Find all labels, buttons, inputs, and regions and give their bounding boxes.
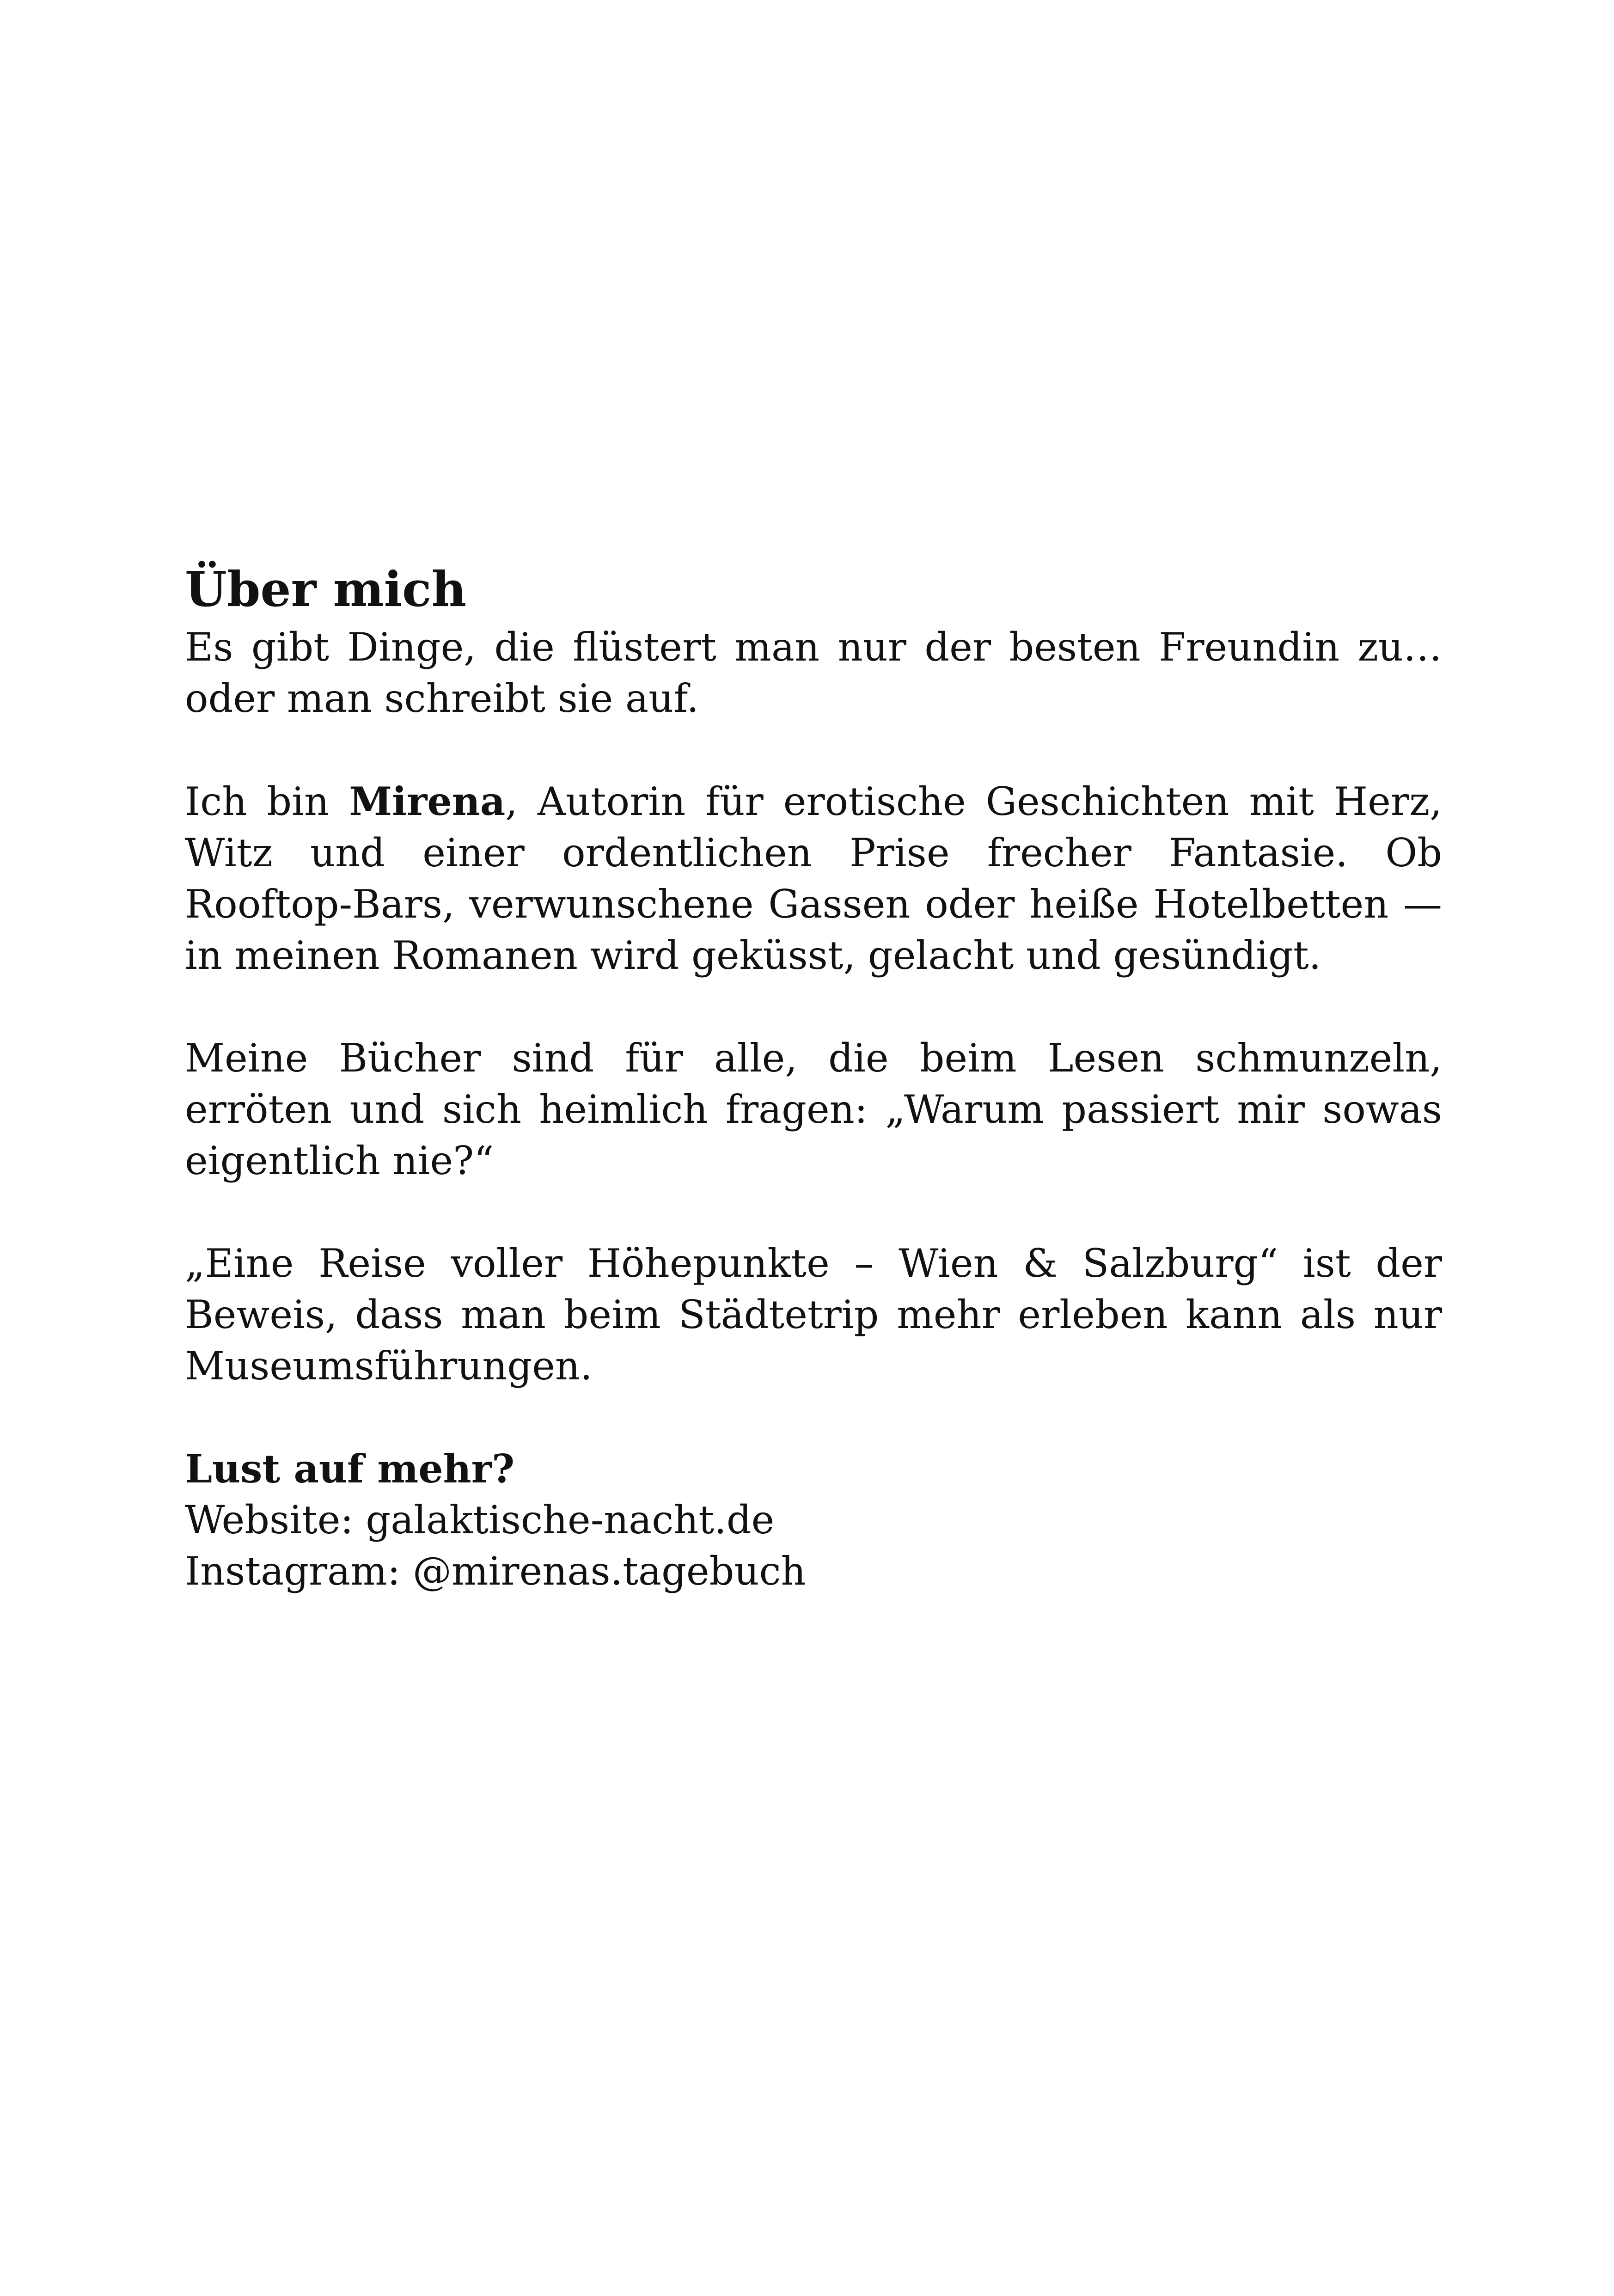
book-paragraph: „Eine Reise voller Höhepunkte – Wien & Salzburg“ ist der Beweis, dass man beim Städtetrip mehr erleben kann als nur Museumsführungen. <box>185 1241 1442 1389</box>
instagram-line <box>185 1546 1442 1597</box>
about-section <box>185 557 1442 1597</box>
website-label: Website: <box>185 1497 366 1543</box>
website-link[interactable]: galaktische-nacht.de <box>366 1497 775 1543</box>
instagram-handle[interactable]: @mirenas.tagebuch <box>412 1549 806 1594</box>
bio-prefix: Ich bin <box>185 779 349 824</box>
bio-paragraph <box>185 776 1442 981</box>
section-heading: Über mich <box>185 561 467 618</box>
author-name: Mirena <box>349 778 506 824</box>
contact-heading: Lust auf mehr? <box>185 1446 515 1492</box>
contact-block <box>185 1443 1442 1597</box>
bio-suffix: , Autorin für erotische Geschichten mit Herz, Witz und einer ordentlichen Prise frecher Fantasie. Ob Rooftop-Bars, verwunschene Gassen oder heiße Hotelbetten — in meinen Romanen wird geküsst, gelacht und gesündigt. <box>185 779 1442 978</box>
instagram-label: Instagram: <box>185 1549 413 1594</box>
intro-paragraph: Es gibt Dinge, die flüstert man nur der besten Freundin zu… oder man schreibt sie auf. <box>185 625 1442 721</box>
website-line <box>185 1494 1442 1546</box>
readers-paragraph: Meine Bücher sind für alle, die beim Lesen schmunzeln, erröten und sich heimlich fragen: „Warum passiert mir sowas eigentlich nie?“ <box>185 1035 1442 1183</box>
